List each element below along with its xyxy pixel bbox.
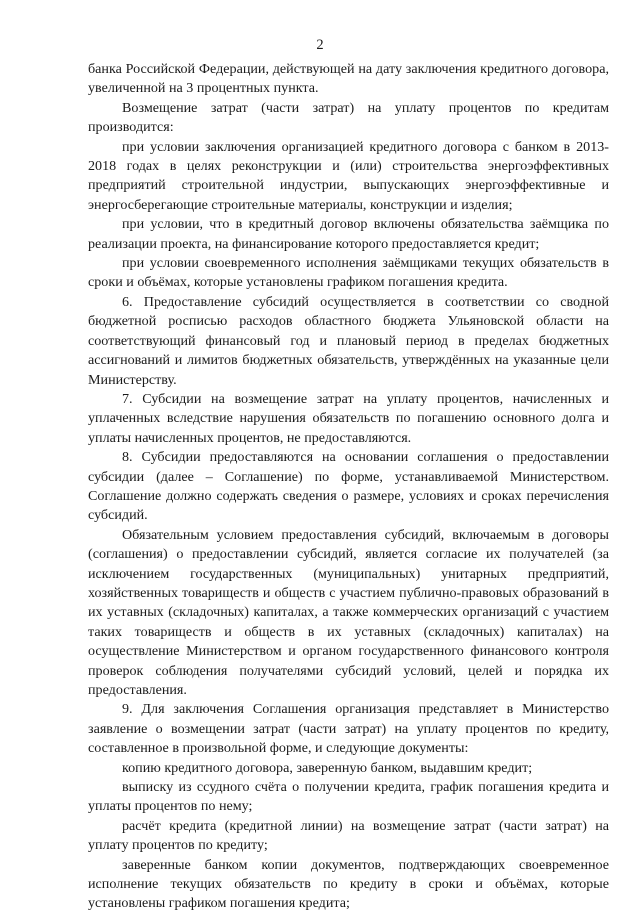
paragraph: заверенные банком копии документов, подтверждающих своевременное исполнение текущих обязательств по кредиту в сроки и объёмах, которые установлены графиком погашения кредита; — [88, 856, 609, 912]
paragraph-item-9: 9. Для заключения Соглашения организация представляет в Министерство заявление о возмещении затрат (части затрат) на уплату процентов по кредиту, составленное в произвольной форме, и следующие документы: — [88, 701, 609, 757]
paragraph-item-7: 7. Субсидии на возмещение затрат на уплату процентов, начисленных и уплаченных вследствие нарушения обязательств по погашению основного долга и уплаты начисленных процентов, не предоставляются. — [88, 390, 609, 446]
paragraph-item-8: 8. Субсидии предоставляются на основании соглашения о предоставлении субсидии (далее – Соглашение) по форме, устанавливаемой Министерством. Соглашение должно содержать сведения о размере, условиях и сроках перечисления субсидий. — [88, 449, 609, 524]
paragraph: копию кредитного договора, заверенную банком, выдавшим кредит; — [122, 759, 533, 776]
paragraph: при условии своевременного исполнения заёмщиками текущих обязательств в сроки и объёмах, которые установлены графиком погашения кредита. — [88, 255, 609, 291]
page-number: 2 — [316, 37, 324, 53]
paragraph: выписку из ссудного счёта о получении кредита, график погашения кредита и уплаты процентов по нему; — [88, 779, 609, 815]
paragraph: Возмещение затрат (части затрат) на уплату процентов по кредитам производится: — [88, 99, 609, 136]
paragraph: при условии, что в кредитный договор включены обязательства заёмщика по реализации проекта, на финансирование которого предоставляется кредит; — [88, 216, 609, 252]
paragraph: при условии заключения организацией кредитного договора с банком в 2013-2018 годах в целях реконструкции и (или) строительства энергоэффективных предприятий строительной индустрии, выпускающих энергоэффективные и энергосберегающие строительные материалы, конструкции и изделия; — [88, 138, 609, 213]
paragraph-continuation: банка Российской Федерации, действующей на дату заключения кредитного договора, увеличенной на 3 процентных пункта. — [88, 61, 609, 97]
document-body — [88, 60, 609, 914]
paragraph: Обязательным условием предоставления субсидий, включаемым в договоры (соглашения) о предоставлении субсидий, является согласие их получателей (за исключением государственных (муниципальных) унитарных предприятий, хозяйственных товариществ и обществ с участием публично-правовых образований в их уставных (складочных) капиталах, а также коммерческих организаций с участием таких товариществ и обществ в их уставных (складочных) капиталах) на осуществление Министерством и органом государственного финансового контроля проверок соблюдения получателями субсидий условий, целей и порядка их предоставления. — [88, 526, 609, 698]
paragraph: расчёт кредита (кредитной линии) на возмещение затрат (части затрат) на уплату процентов по кредиту; — [88, 817, 609, 854]
paragraph-item-6: 6. Предоставление субсидий осуществляется в соответствии со сводной бюджетной росписью расходов областного бюджета Ульяновской области на соответствующий финансовый год и плановый период в пределах бюджетных ассигнований и лимитов бюджетных обязательств, утверждённых на указанные цели Министерству. — [88, 293, 609, 388]
